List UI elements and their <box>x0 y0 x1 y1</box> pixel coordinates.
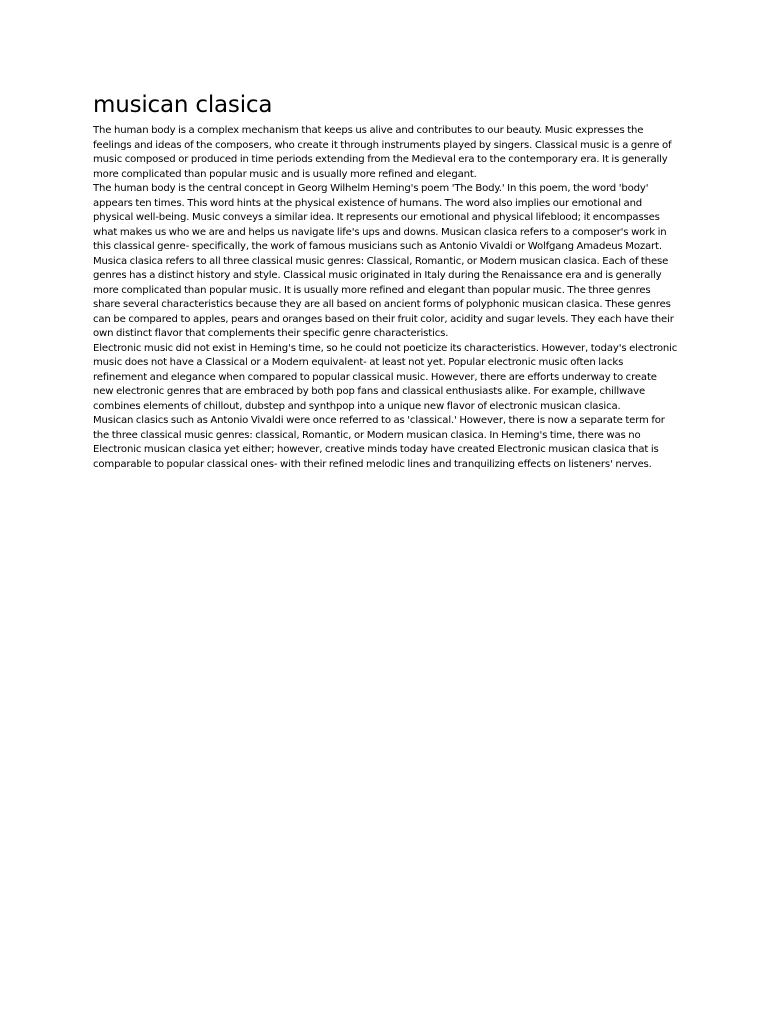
document-title: musican clasica <box>93 92 273 118</box>
document-page <box>93 90 678 472</box>
paragraph-4: Electronic music did not exist in Heming's time, so he could not poeticize its characteristics. However, today's electronic music does not have a Classical or a Modern equivalent- at least not yet. Popular electronic music often lacks refinement and elegance when compared to popular classical music. However, there are efforts underway to create new electronic genres that are embraced by both pop fans and classical enthusiasts alike. For example, chillwave combines elements of chillout, dubstep and synthpop into a unique new flavor of electronic musican clasica. <box>93 342 678 412</box>
paragraph-2: The human body is the central concept in Georg Wilhelm Heming's poem 'The Body.' In this poem, the word 'body' appears ten times. This word hints at the physical existence of humans. The word also implies our emotional and physical well-being. Music conveys a similar idea. It represents our emotional and physical lifeblood; it encompasses what makes us who we are and helps us navigate life's ups and downs. Musican clasica refers to a composer's work in this classical genre- specifically, the work of famous musicians such as Antonio Vivaldi or Wolfgang Amadeus Mozart. <box>93 183 667 252</box>
paragraph-3: Musica clasica refers to all three classical music genres: Classical, Romantic, or Modern musican clasica. Each of these genres has a distinct history and style. Classical music originated in Italy during the Renaissance era and is generally more complicated than popular music. It is usually more refined and elegant than popular music. The three genres share several characteristics because they are all based on ancient forms of polyphonic musican clasica. These genres can be compared to apples, pears and oranges based on their fruit color, acidity and sugar levels. They each have their own distinct flavor that complements their specific genre characteristics. <box>93 255 674 339</box>
paragraph-5: Musican clasics such as Antonio Vivaldi were once referred to as 'classical.' However, there is now a separate term for the three classical music genres: classical, Romantic, or Modern musican clasica. In Heming's time, there was no Electronic musican clasica yet either; however, creative minds today have created Electronic musican clasica that is comparable to popular classical ones- with their refined melodic lines and tranquilizing effects on listeners' nerves. <box>93 415 665 470</box>
paragraph-1: The human body is a complex mechanism that keeps us alive and contributes to our beauty. Music expresses the feelings and ideas of the composers, who create it through instruments played by singers. Classical music is a genre of music composed or produced in time periods extending from the Medieval era to the contemporary era. It is generally more complicated than popular music and is usually more refined and elegant. <box>93 125 672 180</box>
